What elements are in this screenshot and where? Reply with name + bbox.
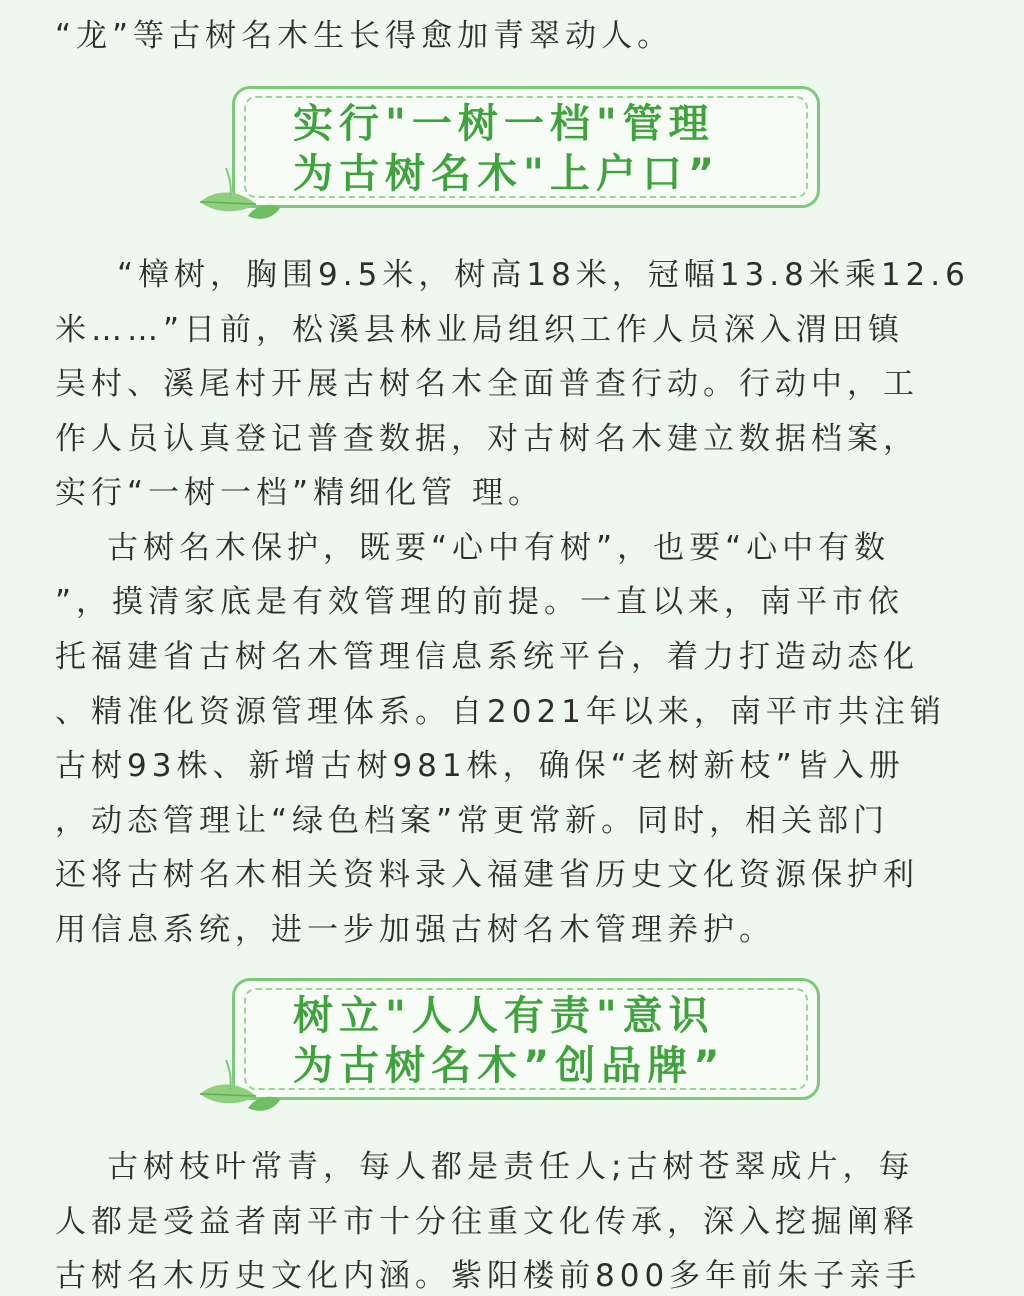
paragraph-line: 古树名木历史文化内涵。紫阳楼前800多年前朱子亲手 [55,1258,922,1294]
paragraph-line: 米……”日前，松溪县林业局组织工作人员深入渭田镇 [55,312,905,348]
paragraph-line: 古树93株、新增古树981株，确保“老树新枝”皆入册 [55,748,905,784]
paragraph-line: 吴村、溪尾村开展古树名木全面普查行动。行动中，工 [55,366,919,402]
paragraph-line: ，动态管理让“绿色档案”常更常新。同时，相关部门 [55,803,890,839]
paragraph-line: 托福建省古树名木管理信息系统平台，着力打造动态化 [55,639,919,675]
paragraph-line: 实行“一树一档”精细化管 理。 [55,475,544,511]
paragraph-line: 古树名木保护，既要“心中有树”，也要“心中有数 [107,530,891,566]
section-heading-line: 为古树名木”创品牌” [293,1043,726,1089]
paragraph-line: 还将古树名木相关资料录入福建省历史文化资源保护利 [55,857,919,893]
paragraph-line: 作人员认真登记普查数据，对古树名木建立数据档案， [55,421,919,457]
paragraph-line: 用信息系统，进一步加强古树名木管理养护。 [55,912,775,948]
section-heading-line: 为古树名木"上户口” [293,151,721,197]
leaf-icon [196,1050,286,1116]
section-heading-box [232,86,820,208]
paragraph-line: 人都是受益者南平市十分往重文化传承，深入挖掘阐释 [55,1204,919,1240]
paragraph-line: “龙”等古树名木生长得愈加青翠动人。 [55,18,674,54]
section-heading-box [232,978,820,1100]
paragraph-line: 古树枝叶常青，每人都是责任人;古树苍翠成片，每 [107,1149,915,1185]
paragraph-line: ”，摸清家底是有效管理的前提。一直以来，南平市依 [55,584,905,620]
leaf-icon [196,158,286,224]
paragraph-line: “樟树，胸围9.5米，树高18米，冠幅13.8米乘12.6 [117,257,970,293]
paragraph-line: 、精准化资源管理体系。自2021年以来，南平市共注销 [55,694,946,730]
section-heading-line: 树立"人人有责"意识 [293,993,715,1039]
section-heading-line: 实行"一树一档"管理 [293,101,715,147]
